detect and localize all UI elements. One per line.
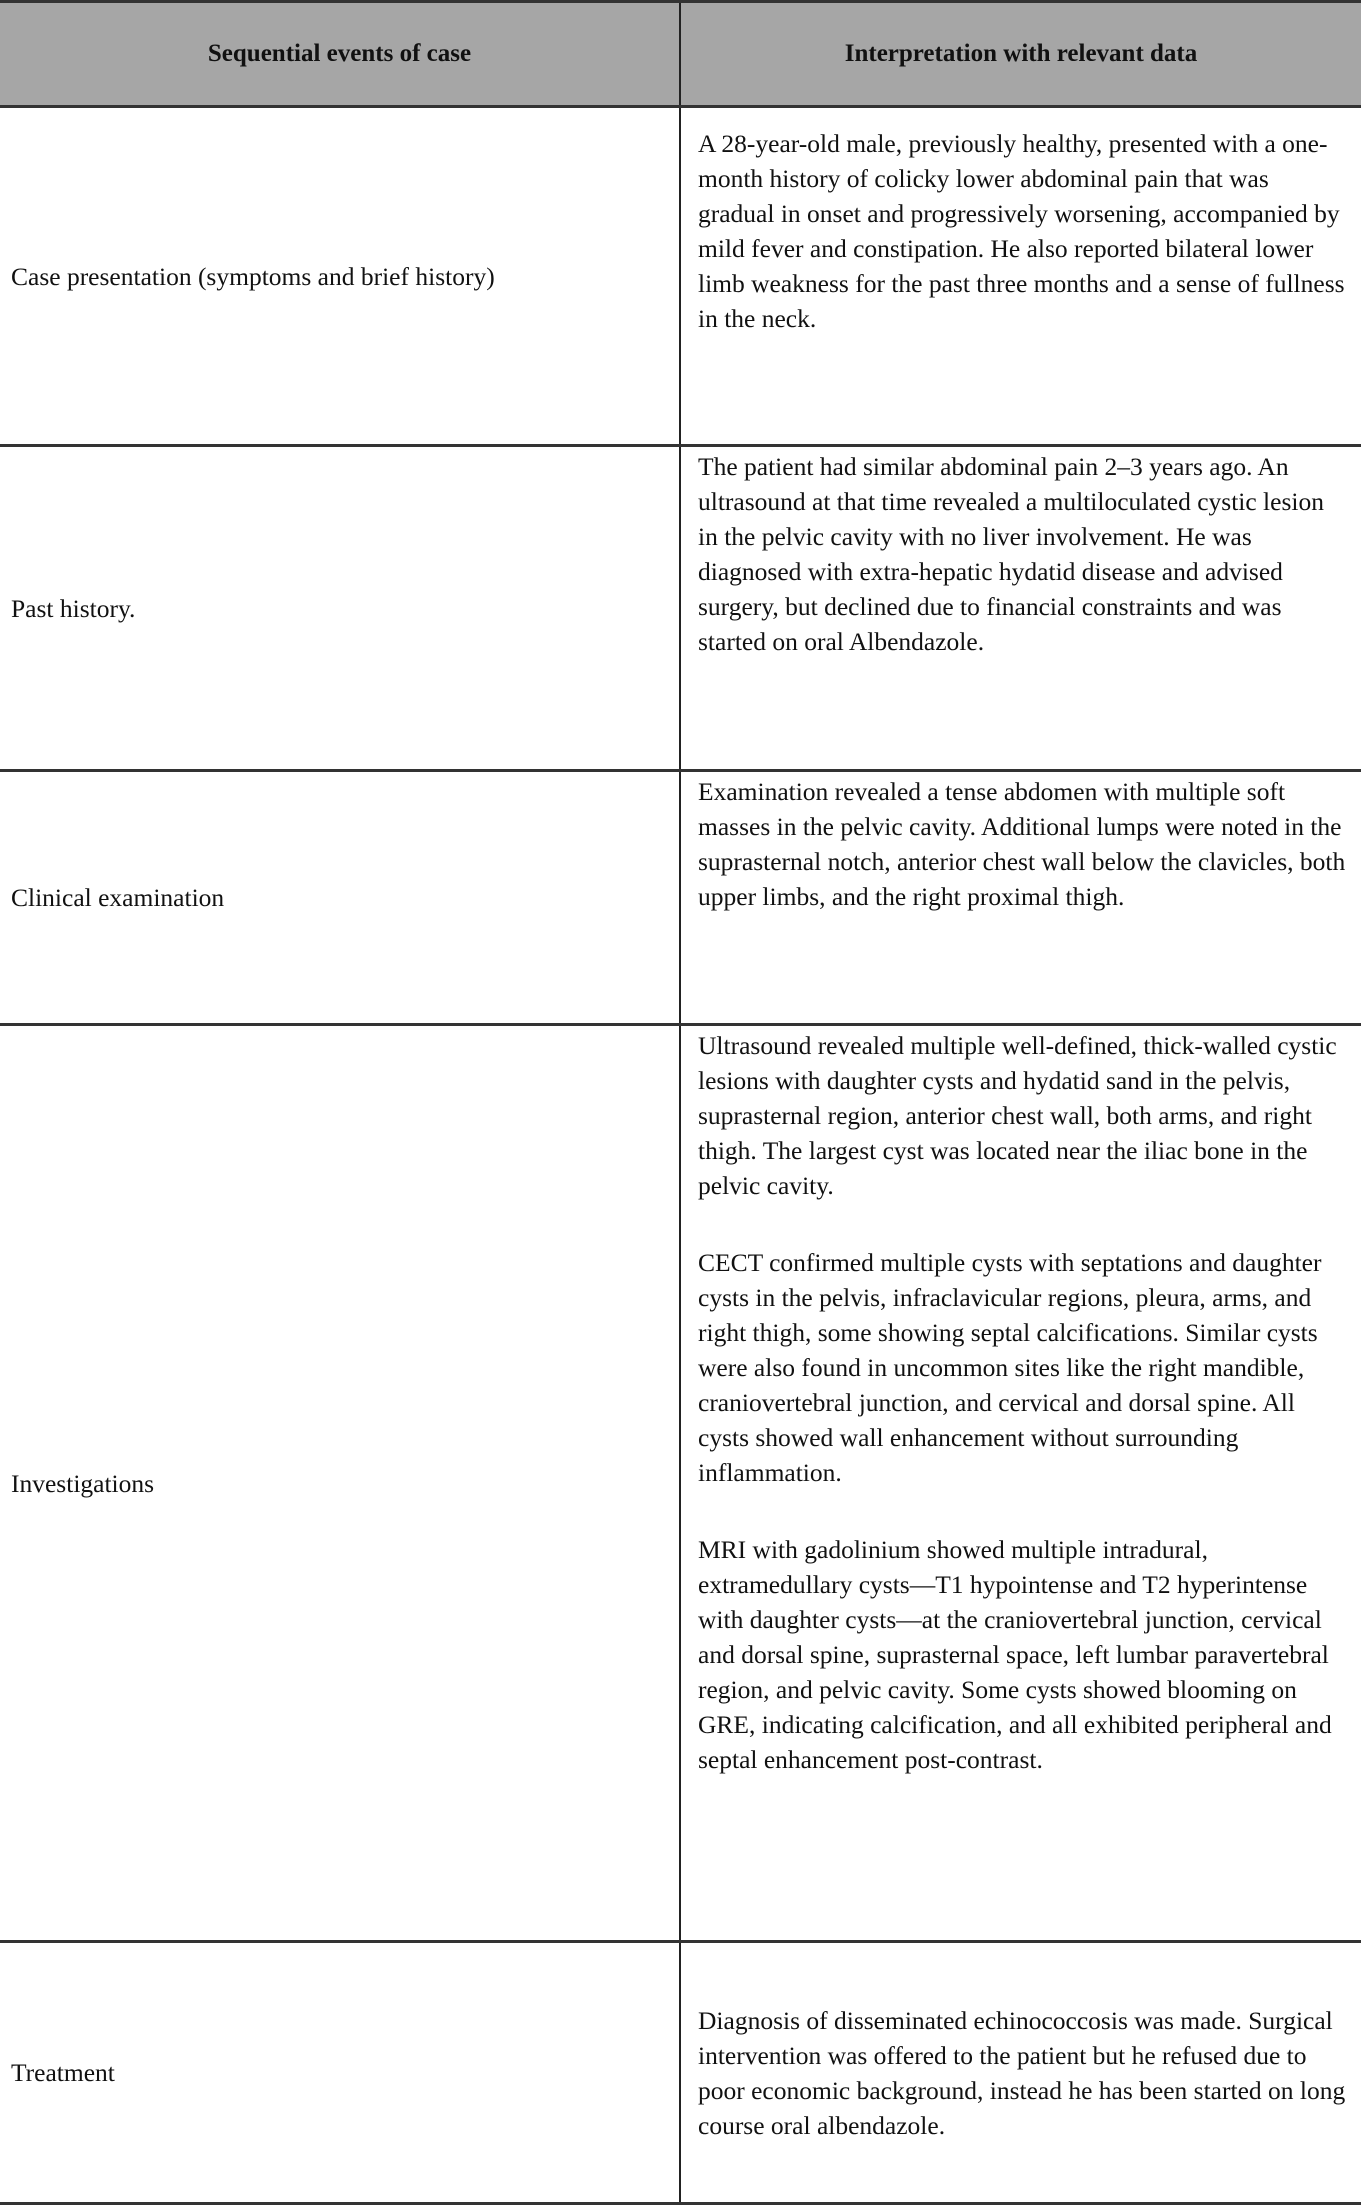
paragraph: Examination revealed a tense abdomen with multiple soft masses in the pelvic cavity. Additional lumps were noted in the suprasternal notch, anterior chest wall below the clavicles, both upper limbs, and the right proximal thigh. [698,777,1346,911]
interpretation-cell [680,1942,1361,2204]
header-interpretation: Interpretation with relevant data [680,2,1361,107]
event-cell: Treatment [0,1942,680,2204]
interpretation-cell [680,446,1361,771]
event-cell: Past history. [0,446,680,771]
interpretation-cell [680,1025,1361,1942]
event-cell: Clinical examination [0,771,680,1025]
paragraph: Diagnosis of disseminated echinococcosis was made. Surgical intervention was offered to the patient but he refused due to poor economic background, instead he has been started on long course oral albendazole. [698,2005,1346,2140]
table-row [0,1025,1361,1942]
paragraph: The patient had similar abdominal pain 2–3 years ago. An ultrasound at that time revealed a multiloculated cystic lesion in the pelvic cavity with no liver involvement. He was diagnosed with extra-hepatic hydatid disease and advised surgery, but declined due to financial constraints and was started on oral Albendazole. [698,452,1324,656]
paragraph: A 28-year-old male, previously healthy, presented with a one-month history of colicky lower abdominal pain that was gradual in onset and progressively worsening, accompanied by mild fever and constipation. He also reported bilateral lower limb weakness for the past three months and a sense of fullness in the neck. [698,129,1345,333]
event-cell: Investigations [0,1025,680,1942]
interpretation-cell [680,107,1361,446]
header-row [0,2,1361,107]
interpretation-cell [680,771,1361,1025]
paragraph: Ultrasound revealed multiple well-defined, thick-walled cystic lesions with daughter cysts and hydatid sand in the pelvis, suprasternal region, anterior chest wall, both arms, and right thigh. The largest cyst was located near the iliac bone in the pelvic cavity. [698,1031,1337,1200]
header-sequential-events: Sequential events of case [0,2,680,107]
table-row [0,1942,1361,2204]
table-row [0,446,1361,771]
event-cell: Case presentation (symptoms and brief history) [0,107,680,446]
table-row [0,771,1361,1025]
paragraph: MRI with gadolinium showed multiple intradural, extramedullary cysts—T1 hypointense and T2 hyperintense with daughter cysts—at the craniovertebral junction, cervical and dorsal spine, suprasternal space, left lumbar paravertebral region, and pelvic cavity. Some cysts showed blooming on GRE, indicating calcification, and all exhibited peripheral and septal enhancement post-contrast. [698,1535,1332,1774]
table-row [0,107,1361,446]
paragraph: CECT confirmed multiple cysts with septations and daughter cysts in the pelvis, infraclavicular regions, pleura, arms, and right thigh, some showing septal calcifications. Similar cysts were also found in uncommon sites like the right mandible, craniovertebral junction, and cervical and dorsal spine. All cysts showed wall enhancement without surrounding inflammation. [698,1248,1322,1487]
